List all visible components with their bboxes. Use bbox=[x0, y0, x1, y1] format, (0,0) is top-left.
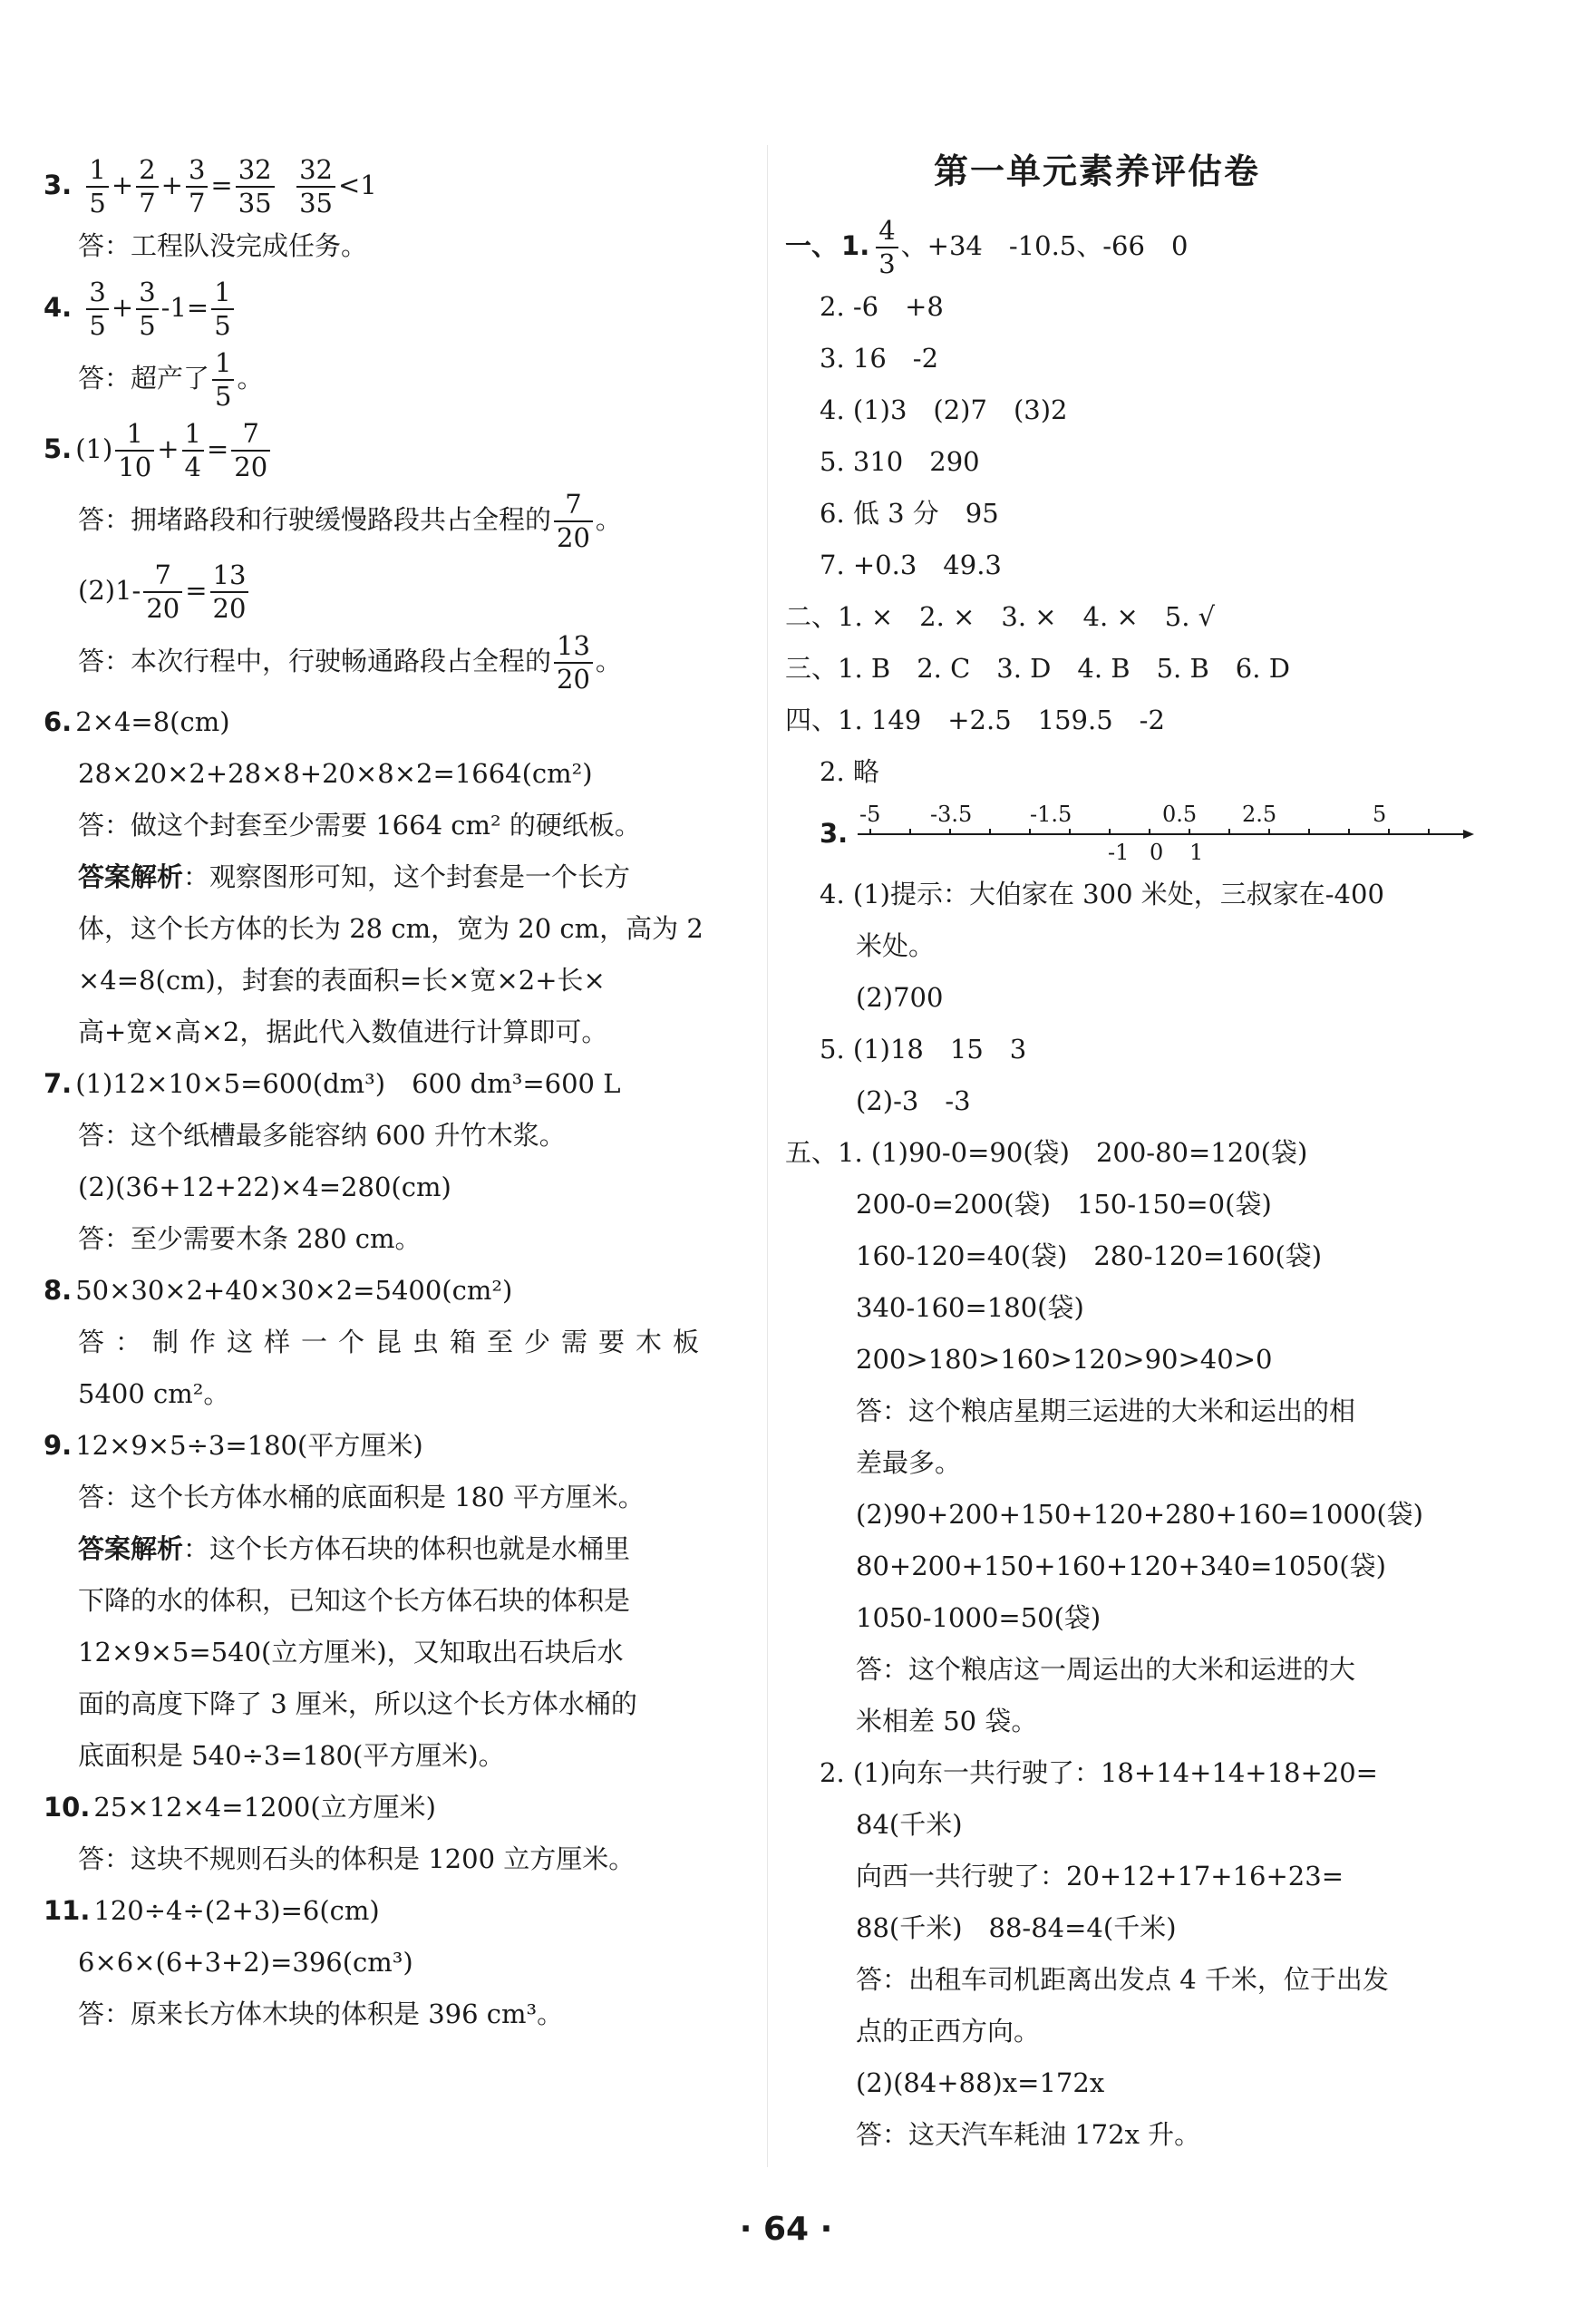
q7-answer2: 答：至少需要木条 280 cm。 bbox=[78, 1223, 422, 1254]
page-number: · 64 · bbox=[739, 2211, 833, 2248]
s4-q2: 2. 略 bbox=[820, 756, 879, 787]
q6-explanation: 体，这个长方体的长为 28 cm，宽为 20 cm，高为 2 bbox=[78, 913, 704, 944]
fraction: $\frac{13}{20}$ bbox=[210, 562, 249, 622]
fraction: $\frac{1}{10}$ bbox=[115, 421, 154, 481]
fraction: $\frac{7}{20}$ bbox=[554, 491, 593, 551]
page-title: 第一单元素养评估卷 bbox=[934, 151, 1261, 191]
column-divider bbox=[767, 145, 768, 2167]
q9-explanation: 12×9×5=540(立方厘米)，又知取出石块后水 bbox=[78, 1637, 624, 1668]
s5-q2: 2. (1)向东一共行驶了：18+14+14+18+20= bbox=[820, 1757, 1378, 1788]
s1-q7: 7. +0.3 49.3 bbox=[820, 549, 1002, 580]
number-line-top-label: -5 bbox=[859, 802, 881, 827]
number-line-top-label: 2.5 bbox=[1242, 802, 1277, 827]
s4-q5: 5. (1)18 15 3 bbox=[820, 1034, 1027, 1065]
fraction: $\frac{7}{20}$ bbox=[231, 421, 270, 481]
q9-explanation: 答案解析：这个长方体石块的体积也就是水桶里 bbox=[78, 1533, 631, 1564]
s5-q1: 1050-1000=50(袋) bbox=[856, 1602, 1101, 1633]
q9-explanation: 面的高度下降了 3 厘米，所以这个长方体水桶的 bbox=[78, 1688, 637, 1719]
q8-line1: 8. 50×30×2+40×30×2=5400(cm²) bbox=[44, 1275, 513, 1306]
number-line-top-label: 5 bbox=[1373, 802, 1387, 827]
s5-q2: 84(千米) bbox=[856, 1809, 963, 1840]
fraction: $\frac{3}{5}$ bbox=[86, 279, 108, 339]
s4-q5: (2)-3 -3 bbox=[856, 1085, 971, 1116]
s5-q2: (2)(84+88)x=172x bbox=[856, 2067, 1105, 2098]
q11-answer: 答：原来长方体木块的体积是 396 cm³。 bbox=[78, 1998, 564, 2029]
s5-q1: 200>180>160>120>90>40>0 bbox=[856, 1344, 1273, 1375]
fraction: $\frac{1}{5}$ bbox=[86, 157, 108, 217]
number-line-top-label: -1.5 bbox=[1030, 802, 1072, 827]
s5-q2-answer: 答：这天汽车耗油 172x 升。 bbox=[856, 2119, 1201, 2150]
fraction: $\frac{3}{5}$ bbox=[136, 279, 158, 339]
s2: 二、1. × 2. × 3. × 4. × 5. √ bbox=[785, 601, 1216, 632]
s5-q1: 80+200+150+160+120+340=1050(袋) bbox=[856, 1551, 1386, 1581]
s4-q4: (2)700 bbox=[856, 982, 944, 1013]
q3-answer: 答：工程队没完成任务。 bbox=[78, 230, 368, 261]
right-column bbox=[785, 210, 1528, 2161]
fraction: $\frac{2}{7}$ bbox=[136, 157, 158, 217]
q7-line1: 7. (1)12×10×5=600(dm³) 600 dm³=600 L bbox=[44, 1068, 621, 1099]
fraction: $\frac{32}{35}$ bbox=[296, 157, 335, 217]
s1-q6: 6. 低 3 分 95 bbox=[820, 498, 999, 529]
fraction: $\frac{4}{3}$ bbox=[876, 218, 898, 277]
s4-q1: 四、1. 149 +2.5 159.5 -2 bbox=[785, 705, 1165, 735]
q7-line2: (2)(36+12+22)×4=280(cm) bbox=[78, 1172, 451, 1202]
s5-q1-answer: 米相差 50 袋。 bbox=[856, 1706, 1038, 1736]
s5-q2-answer: 答：出租车司机距离出发点 4 千米，位于出发 bbox=[856, 1964, 1389, 1995]
s4-q4: 4. (1)提示：大伯家在 300 米处，三叔家在-400 bbox=[820, 879, 1384, 909]
number-line-bottom-label: -1 bbox=[1108, 840, 1130, 865]
number-line-bottom-label: 0 bbox=[1150, 840, 1164, 865]
s5-q2-answer: 点的正西方向。 bbox=[856, 2016, 1041, 2047]
number-line bbox=[858, 802, 1474, 865]
s5-q2: 88(千米) 88-84=4(千米) bbox=[856, 1912, 1177, 1943]
left-column bbox=[44, 150, 751, 2040]
s5-q1: 340-160=180(袋) bbox=[856, 1292, 1084, 1323]
q6-line2: 28×20×2+28×8+20×8×2=1664(cm²) bbox=[78, 758, 593, 789]
q4-equation: 4. $\frac{3}{5}$ + $\frac{3}{5}$ -1= $\frac{1}{5}$ bbox=[44, 272, 751, 343]
number-line-bottom-label: 1 bbox=[1189, 840, 1204, 865]
s5-q1-answer: 差最多。 bbox=[856, 1447, 962, 1478]
number-line-top-label: 0.5 bbox=[1162, 802, 1198, 827]
q9-explanation: 底面积是 540÷3=180(平方厘米)。 bbox=[78, 1740, 505, 1771]
q5-answer1: 答：拥堵路段和行驶缓慢路段共占全程的 $\frac{7}{20}$ 。 bbox=[78, 489, 622, 553]
s5-q2: 向西一共行驶了：20+12+17+16+23= bbox=[856, 1861, 1344, 1891]
q10-answer: 答：这块不规则石头的体积是 1200 立方厘米。 bbox=[78, 1843, 636, 1874]
q5-part2: (2)1- $\frac{7}{20}$ = $\frac{13}{20}$ bbox=[44, 555, 751, 626]
s1-q2: 2. -6 +8 bbox=[820, 291, 944, 322]
q9-line1: 9. 12×9×5÷3=180(平方厘米) bbox=[44, 1430, 423, 1461]
q9-answer: 答：这个长方体水桶的底面积是 180 平方厘米。 bbox=[78, 1482, 645, 1512]
s4-q4: 米处。 bbox=[856, 930, 936, 961]
fraction: $\frac{13}{20}$ bbox=[554, 633, 593, 693]
q5-answer2: 答：本次行程中，行驶畅通路段占全程的 $\frac{13}{20}$ 。 bbox=[78, 630, 622, 695]
q6-answer: 答：做这个封套至少需要 1664 cm² 的硬纸板。 bbox=[78, 810, 641, 841]
q7-answer1: 答：这个纸槽最多能容纳 600 升竹木浆。 bbox=[78, 1120, 566, 1151]
fraction: $\frac{1}{5}$ bbox=[211, 279, 233, 339]
number-line-top-label: -3.5 bbox=[930, 802, 973, 827]
fraction: $\frac{1}{4}$ bbox=[182, 421, 204, 481]
fraction: $\frac{7}{20}$ bbox=[143, 562, 182, 622]
s4-q3: 3. -5 -3.5 -1.5 0.5 2.5 5 -1 0 1 bbox=[785, 798, 1528, 869]
q11-line2: 6×6×(6+3+2)=396(cm³) bbox=[78, 1947, 413, 1978]
q6-explanation: 答案解析：观察图形可知，这个封套是一个长方 bbox=[78, 861, 631, 892]
s5-q1: 160-120=40(袋) 280-120=160(袋) bbox=[856, 1240, 1323, 1271]
s1-q5: 5. 310 290 bbox=[820, 446, 980, 477]
q11-line1: 11. 120÷4÷(2+3)=6(cm) bbox=[44, 1895, 380, 1926]
fraction: $\frac{32}{35}$ bbox=[236, 157, 275, 217]
s1-q3: 3. 16 -2 bbox=[820, 343, 939, 374]
q6-line1: 6. 2×4=8(cm) bbox=[44, 706, 230, 737]
fraction: $\frac{1}{5}$ bbox=[212, 350, 234, 410]
q10-line1: 10. 25×12×4=1200(立方厘米) bbox=[44, 1792, 436, 1823]
s1-q4: 4. (1)3 (2)7 (3)2 bbox=[820, 394, 1068, 425]
s5-q1-answer: 答：这个粮店星期三运进的大米和运出的相 bbox=[856, 1395, 1356, 1426]
q8-answer: 5400 cm²。 bbox=[78, 1378, 230, 1409]
fraction: $\frac{3}{7}$ bbox=[186, 157, 208, 217]
q9-explanation: 下降的水的体积，已知这个长方体石块的体积是 bbox=[78, 1585, 631, 1616]
q4-answer: 答：超产了 $\frac{1}{5}$ 。 bbox=[78, 347, 264, 412]
s1-q1: 一、 1. $\frac{4}{3}$ 、+34 -10.5、-66 0 bbox=[785, 215, 1189, 279]
s5-q1: (2)90+200+150+120+280+160=1000(袋) bbox=[856, 1499, 1423, 1530]
s5-q1-answer: 答：这个粮店这一周运出的大米和运进的大 bbox=[856, 1654, 1356, 1685]
q8-answer: 答：制作这样一个昆虫箱至少需要木板 bbox=[78, 1327, 711, 1357]
q5-part1: 5. (1) $\frac{1}{10}$ + $\frac{1}{4}$ = $\frac{7}{20}$ bbox=[44, 413, 751, 484]
s5-q1: 200-0=200(袋) 150-150=0(袋) bbox=[856, 1189, 1272, 1220]
s5-q1: 五、1. (1)90-0=90(袋) 200-80=120(袋) bbox=[785, 1137, 1308, 1168]
q6-explanation: ×4=8(cm)，封套的表面积=长×宽×2+长× bbox=[78, 965, 606, 996]
q6-explanation: 高+宽×高×2，据此代入数值进行计算即可。 bbox=[78, 1016, 608, 1047]
q3-equation: 3. $\frac{1}{5}$ + $\frac{2}{7}$ + $\frac{3}{7}$ = $\frac{32}{35}$ $\frac{32}{35}$ <1 bbox=[44, 154, 377, 219]
s3: 三、1. B 2. C 3. D 4. B 5. B 6. D bbox=[785, 653, 1290, 684]
